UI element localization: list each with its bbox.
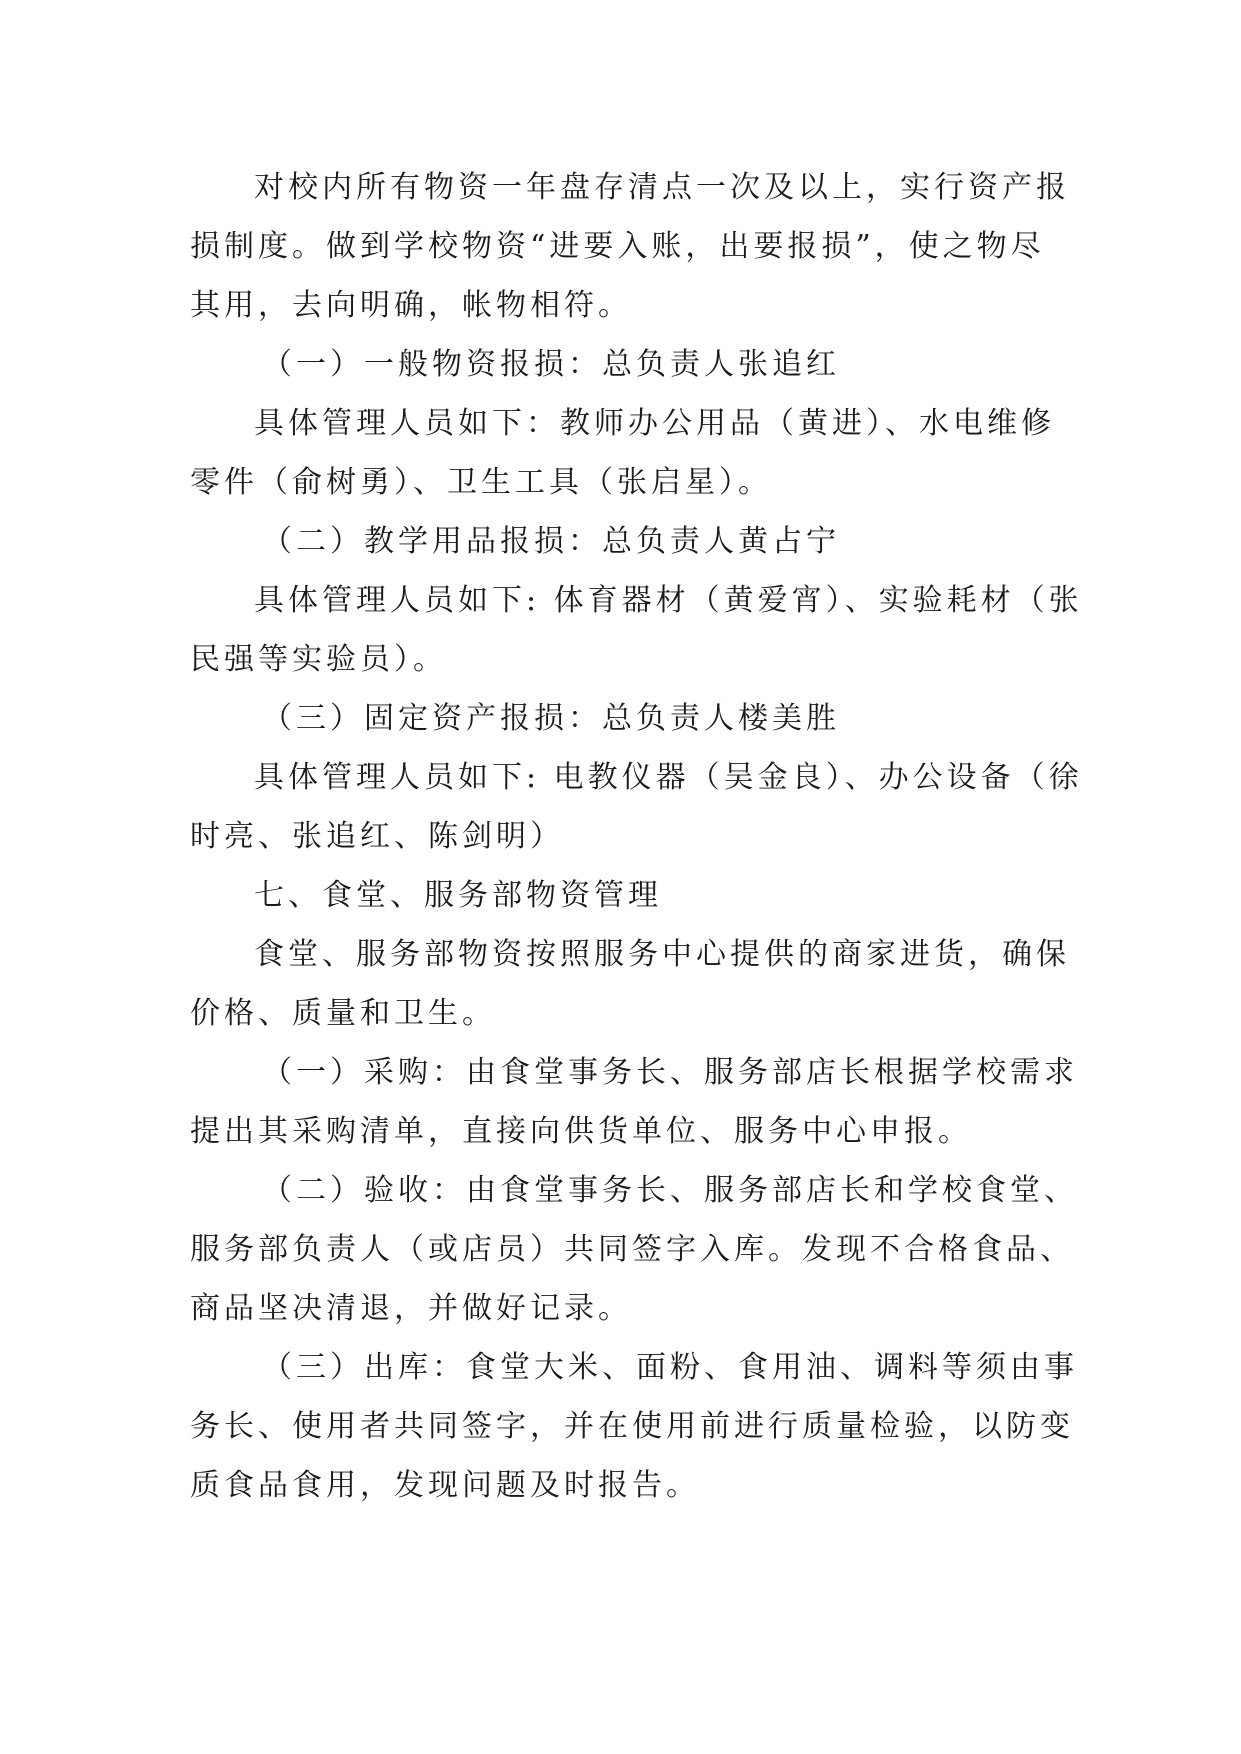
paragraph-line: 其用，去向明确，帐物相符。 <box>190 288 632 323</box>
paragraph-line: 对校内所有物资一年盘存清点一次及以上，实行资产报 <box>254 170 1070 205</box>
paragraph-line: 服务部负责人（或店员）共同签字入库。发现不合格食品、 <box>190 1232 1074 1267</box>
paragraph-line: （一）采购：由食堂事务长、服务部店长根据学校需求 <box>262 1055 1078 1090</box>
paragraph-line: （二）验收：由食堂事务长、服务部店长和学校食堂、 <box>262 1173 1078 1208</box>
paragraph-line: 具体管理人员如下：教师办公用品（黄进）、水电维修 <box>254 406 1055 441</box>
section-heading-fixed-assets: （三）固定资产报损：总负责人楼美胜 <box>262 701 840 736</box>
section-heading-teaching-supplies: （二）教学用品报损：总负责人黄占宁 <box>262 524 840 559</box>
paragraph-line: 价格、质量和卫生。 <box>190 996 496 1031</box>
paragraph-line: 具体管理人员如下: 电教仪器（吴金良）、办公设备（徐 <box>254 760 1083 795</box>
paragraph-line: 商品坚决清退，并做好记录。 <box>190 1291 632 1326</box>
paragraph-line: 务长、使用者共同签字，并在使用前进行质量检验，以防变 <box>190 1409 1074 1444</box>
paragraph-line: 食堂、服务部物资按照服务中心提供的商家进货，确保 <box>254 937 1070 972</box>
paragraph-line: 具体管理人员如下: 体育器材（黄爱宵）、实验耗材（张 <box>254 583 1083 618</box>
section-heading-general-supplies: （一）一般物资报损：总负责人张追红 <box>262 347 840 382</box>
chapter-heading-canteen: 七、食堂、服务部物资管理 <box>254 878 662 913</box>
paragraph-line: 民强等实验员）。 <box>190 642 447 677</box>
paragraph-line: 零件（俞树勇）、卫生工具（张启星）。 <box>190 465 772 500</box>
paragraph-line: （三）出库：食堂大米、面粉、食用油、调料等须由事 <box>262 1350 1078 1385</box>
paragraph-line: 损制度。做到学校物资“进要入账，出要报损”，使之物尽 <box>190 229 1045 264</box>
paragraph-line: 质食品食用，发现问题及时报告。 <box>190 1468 700 1503</box>
paragraph-line: 时亮、张追红、陈剑明） <box>190 819 564 854</box>
document-body <box>190 158 1083 1515</box>
paragraph-line: 提出其采购清单，直接向供货单位、服务中心申报。 <box>190 1114 972 1149</box>
